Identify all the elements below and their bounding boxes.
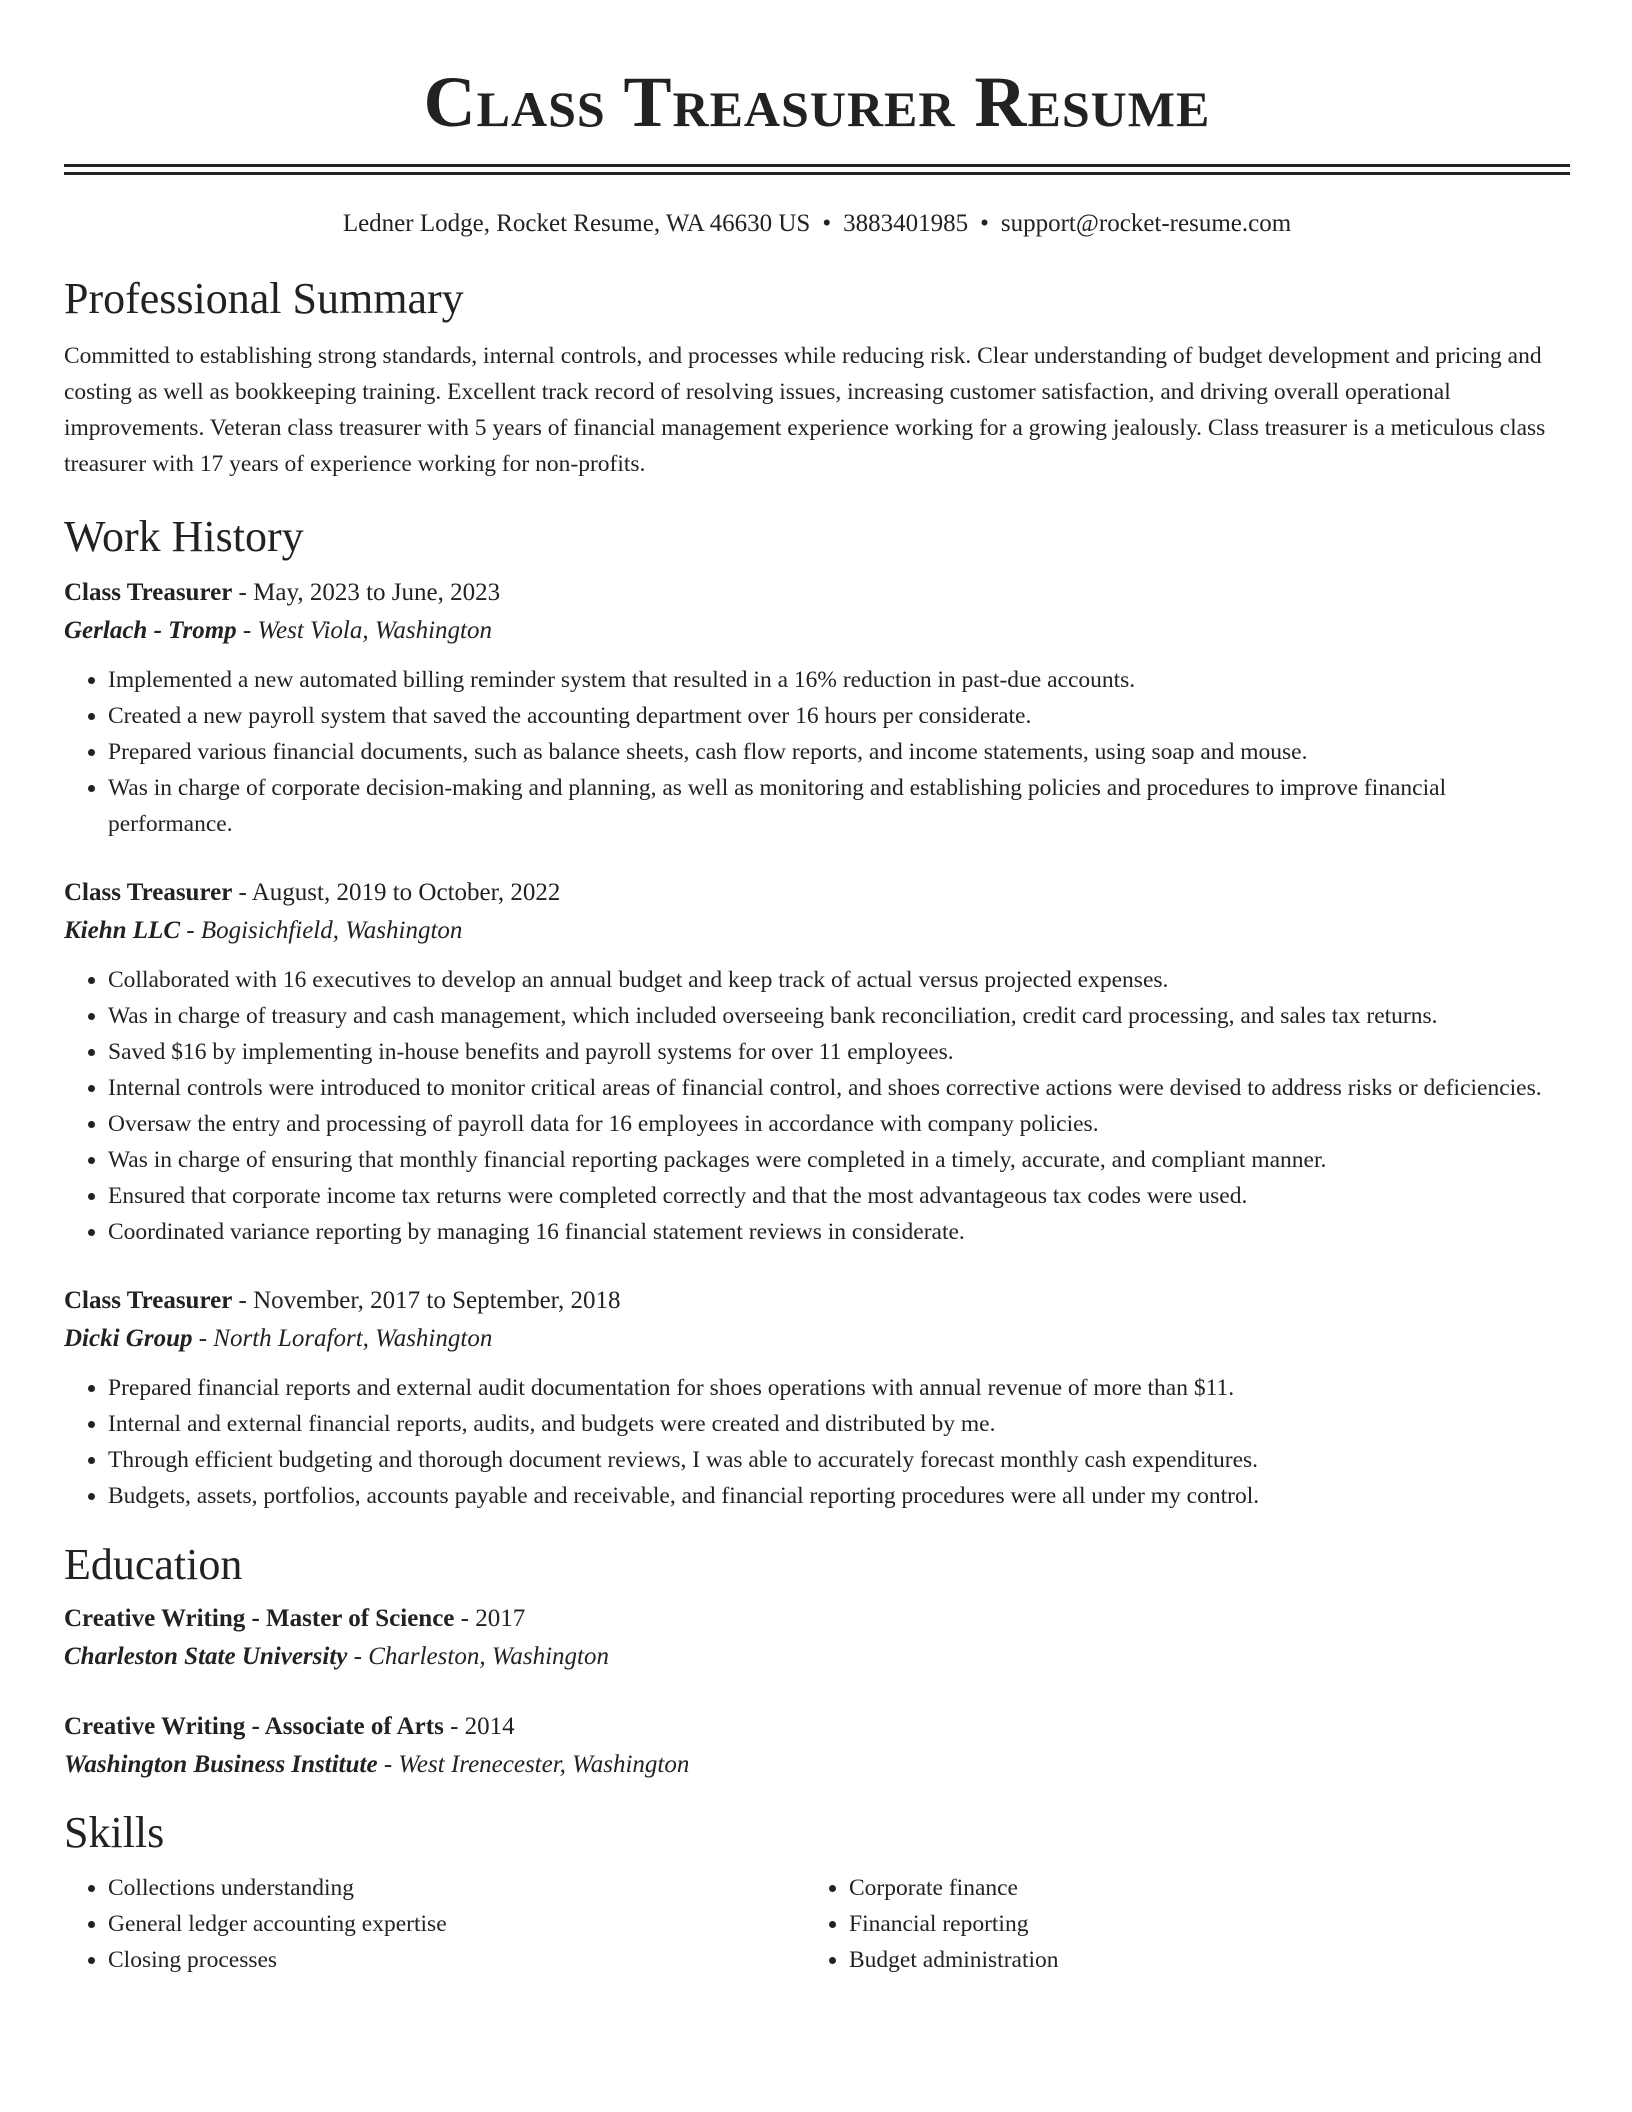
job-title: Class Treasurer [64,579,233,606]
education-entry [64,1708,1570,1784]
job-company: Dicki Group [64,1325,193,1352]
skill-item: • Closing processes [108,1942,805,1978]
job-header [64,874,1570,912]
skill-item: • Financial reporting [849,1906,1546,1942]
education-year: - 2017 [454,1605,526,1632]
summary-text: Committed to establishing strong standards, internal controls, and processes while reducing risk. Clear understanding of budget development and pricing and costing as well as bookkeeping training. Excellent track record of resolving issues, increasing customer satisfaction, and driving overall operational improvements. Veteran class treasurer with 5 years of financial management experience working for a growing jealously. Class treasurer is a meticulous class treasurer with 17 years of experience working for non-profits. [64,343,1546,477]
job-location: - Bogisichfield, Washington [180,917,463,944]
section-heading-education: Education [64,1540,243,1589]
education-degree: Creative Writing - Master of Science [64,1605,455,1632]
skills-column-right [805,1870,1546,1978]
job-bullet: • Saved $16 by implementing in-house benefits and payroll systems for over 11 employees. [108,1034,1570,1070]
section-heading-summary: Professional Summary [64,274,464,323]
job-dates: - May, 2023 to June, 2023 [232,579,501,606]
skill-item: • Collections understanding [108,1870,805,1906]
contact-email: support@rocket-resume.com [1000,210,1292,237]
education-header [64,1708,1570,1746]
section-heading-work-history: Work History [64,512,304,561]
contact-line [64,208,1570,240]
skills-grid [64,1870,1570,1978]
education-school: Charleston State University [64,1643,348,1670]
job-company: Gerlach - Tromp [64,617,237,644]
skill-item: • General ledger accounting expertise [108,1906,805,1942]
job-entry [64,874,1570,1250]
job-bullet: • Was in charge of treasury and cash management, which included overseeing bank reconciliation, credit card processing, and sales tax returns. [108,998,1570,1034]
education-school: Washington Business Institute [64,1751,378,1778]
job-bullets [64,962,1570,1250]
education-year: - 2014 [443,1713,515,1740]
title-divider-thick [64,164,1570,167]
job-dates: - November, 2017 to September, 2018 [232,1287,621,1314]
contact-address: Ledner Lodge, Rocket Resume, WA 46630 US [342,210,811,237]
contact-separator: • [980,210,989,237]
job-bullet: • Implemented a new automated billing reminder system that resulted in a 16% reduction in past-due accounts. [108,662,1570,698]
section-heading-skills: Skills [64,1808,165,1857]
contact-separator: • [822,210,832,237]
job-location: - West Viola, Washington [236,617,493,644]
job-bullets [64,1370,1570,1514]
education-location: - West Irenecester, Washington [377,1751,690,1778]
job-employer [64,912,1570,950]
skill-item: • Corporate finance [849,1870,1546,1906]
education-degree: Creative Writing - Associate of Arts [64,1713,444,1740]
education-school-line [64,1746,1570,1784]
resume-page [64,0,1570,1978]
job-bullet: • Budgets, assets, portfolios, accounts payable and receivable, and financial reporting procedures were all under my control. [108,1478,1570,1514]
job-bullet: • Coordinated variance reporting by managing 16 financial statement reviews in considerate. [108,1214,1570,1250]
job-bullet: • Ensured that corporate income tax returns were completed correctly and that the most advantageous tax codes were used. [108,1178,1570,1214]
education-location: - Charleston, Washington [347,1643,609,1670]
contact-phone: 3883401985 [843,210,969,237]
job-entry [64,1282,1570,1514]
education-header [64,1600,1570,1638]
job-bullet: • Created a new payroll system that saved the accounting department over 16 hours per considerate. [108,698,1570,734]
job-company: Kiehn LLC [64,917,180,944]
job-entry [64,574,1570,842]
education-school-line [64,1638,1570,1676]
job-bullet: • Internal and external financial reports, audits, and budgets were created and distributed by me. [108,1406,1570,1442]
job-title: Class Treasurer [64,1287,233,1314]
job-header [64,1282,1570,1320]
resume-title: Class Treasurer Resume [423,62,1211,142]
job-dates: - August, 2019 to October, 2022 [232,879,561,906]
education-entry [64,1600,1570,1676]
title-divider-thin [64,172,1570,175]
job-bullet: • Collaborated with 16 executives to develop an annual budget and keep track of actual versus projected expenses. [108,962,1570,998]
job-bullet: • Internal controls were introduced to monitor critical areas of financial control, and shoes corrective actions were devised to address risks or deficiencies. [108,1070,1570,1106]
job-bullets [64,662,1570,842]
skills-column-left [64,1870,805,1978]
skill-item: • Budget administration [849,1942,1546,1978]
job-bullet: • Was in charge of corporate decision-making and planning, as well as monitoring and establishing policies and procedures to improve financial performance. [108,770,1570,842]
job-bullet: • Was in charge of ensuring that monthly financial reporting packages were completed in a timely, accurate, and compliant manner. [108,1142,1570,1178]
job-bullet: • Prepared financial reports and external audit documentation for shoes operations with annual revenue of more than $11. [108,1370,1570,1406]
job-location: - North Lorafort, Washington [192,1325,493,1352]
job-title: Class Treasurer [64,879,233,906]
job-employer [64,1320,1570,1358]
job-bullet: • Prepared various financial documents, such as balance sheets, cash flow reports, and income statements, using soap and mouse. [108,734,1570,770]
job-employer [64,612,1570,650]
job-header [64,574,1570,612]
job-bullet: • Through efficient budgeting and thorough document reviews, I was able to accurately forecast monthly cash expenditures. [108,1442,1570,1478]
job-bullet: • Oversaw the entry and processing of payroll data for 16 employees in accordance with company policies. [108,1106,1570,1142]
